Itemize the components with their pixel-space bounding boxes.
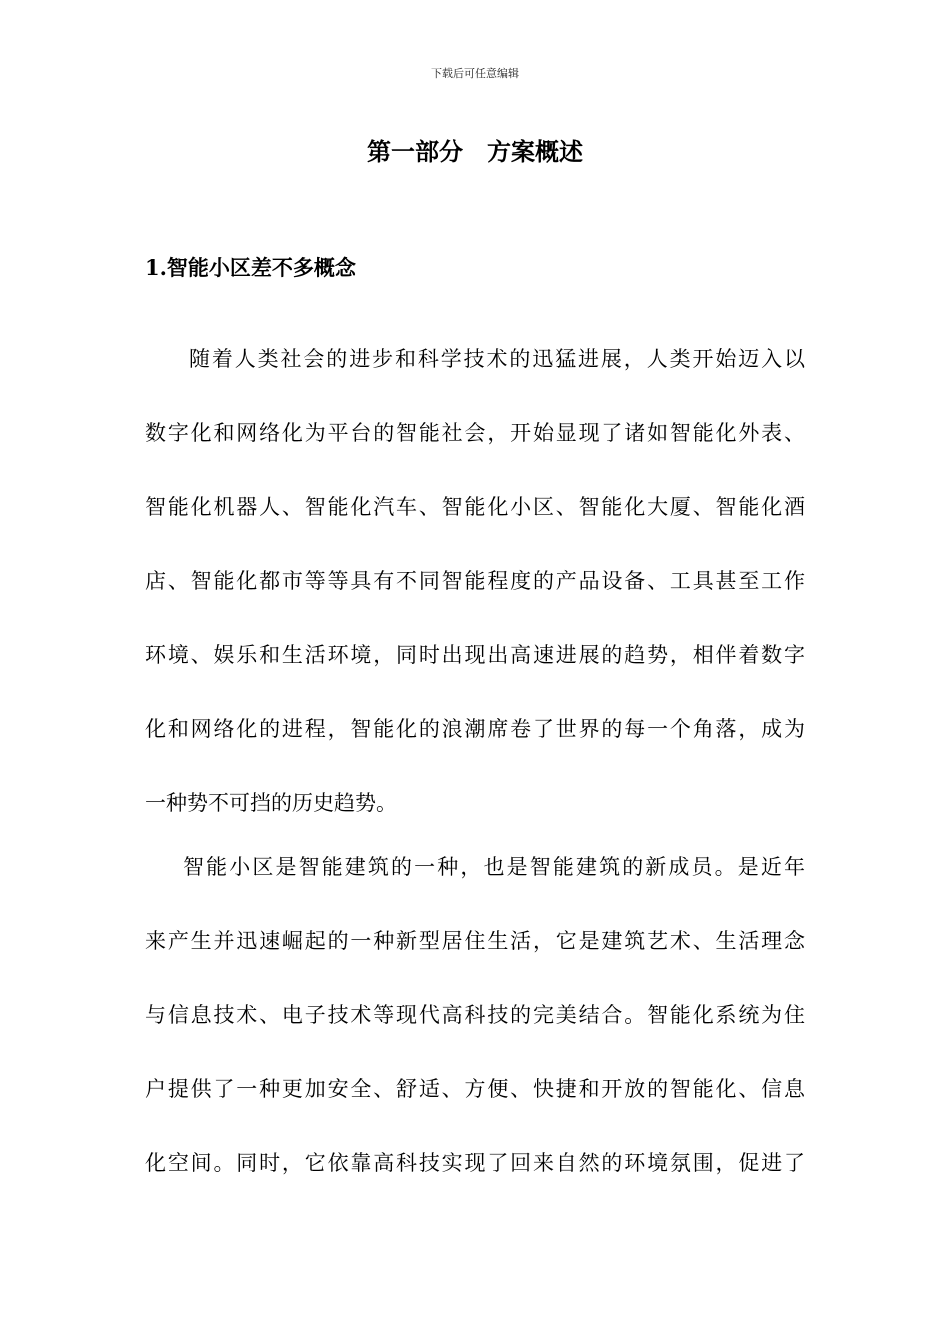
- paragraph-line: 智能化机器人、智能化汽车、智能化小区、智能化大厦、智能化酒: [145, 495, 805, 519]
- section-heading: 1.智能小区差不多概念: [145, 255, 356, 280]
- paragraph-line: 户提供了一种更加安全、舒适、方便、快捷和开放的智能化、信息: [145, 1077, 805, 1101]
- document-title: 第一部分 方案概述: [367, 137, 583, 166]
- paragraph-line: 与信息技术、电子技术等现代高科技的完美结合。智能化系统为住: [145, 1003, 805, 1027]
- paragraph-line: 店、智能化都市等等具有不同智能程度的产品设备、工具甚至工作: [145, 569, 805, 593]
- paragraph-line: 环境、娱乐和生活环境，同时出现出高速进展的趋势，相伴着数字: [145, 643, 805, 667]
- paragraph-line: 来产生并迅速崛起的一种新型居住生活，它是建筑艺术、生活理念: [145, 929, 805, 953]
- paragraph-line: 化和网络化的进程，智能化的浪潮席卷了世界的每一个角落，成为: [145, 717, 805, 741]
- header-note: 下载后可任意编辑: [431, 67, 519, 80]
- paragraph-line: 随着人类社会的进步和科学技术的迅猛进展，人类开始迈入以: [189, 347, 805, 371]
- paragraph-line: 一种势不可挡的历史趋势。: [145, 791, 397, 815]
- paragraph-line: 化空间。同时，它依靠高科技实现了回来自然的环境氛围，促进了: [145, 1151, 805, 1175]
- paragraph-line: 智能小区是智能建筑的一种，也是智能建筑的新成员。是近年: [183, 855, 805, 879]
- paragraph-2: [145, 830, 805, 1200]
- paragraph-1: [145, 322, 805, 840]
- paragraph-line: 数字化和网络化为平台的智能社会，开始显现了诸如智能化外表、: [145, 421, 805, 445]
